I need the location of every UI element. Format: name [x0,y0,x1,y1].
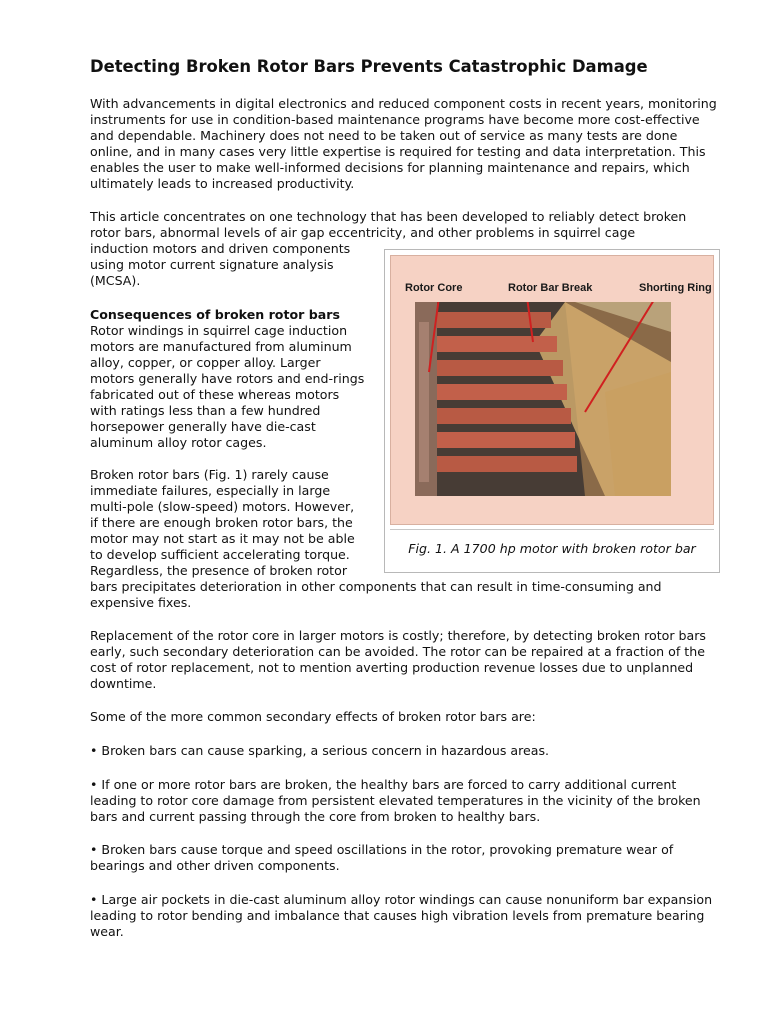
figure-image-panel [390,255,714,525]
scope-line: This article concentrates on one technology that has been developed to reliably detect broken [90,209,687,224]
broken-bars-line: Broken rotor bars (Fig. 1) rarely cause [90,467,329,482]
section-subheading: Consequences of broken rotor bars [90,307,340,322]
windings-line: alloy, copper, or copper alloy. Larger [90,355,321,370]
broken-bars-line: if there are enough broken rotor bars, the [90,515,353,530]
bullet-oscillations: • Broken bars cause torque and speed oscillations in the rotor, provoking premature wear of bearings and other driven components. [90,842,674,873]
windings-line: aluminum alloy rotor cages. [90,435,267,450]
intro-paragraph: With advancements in digital electronics and reduced component costs in recent years, monitoring instruments for use in condition-based maintenance programs have become more cost-effective and dependable. Machinery does not need to be taken out of service as many tests are done online, and in many cases very little expertise is required for testing and data interpretation. This enables the user to make well-informed decisions for planning maintenance and repairs, which ultimately leads to increased productivity. [90,96,717,191]
scope-line: using motor current signature analysis [90,257,334,272]
figure-caption-box [390,529,714,567]
broken-bars-line: Regardless, the presence of broken rotor [90,563,347,578]
windings-line: motors are manufactured from aluminum [90,339,352,354]
broken-bars-line: immediate failures, especially in large [90,483,331,498]
broken-bars-line: expensive fixes. [90,595,192,610]
article-title: Detecting Broken Rotor Bars Prevents Catastrophic Damage [90,57,648,76]
bullet-air-pockets: • Large air pockets in die-cast aluminum alloy rotor windings can cause nonuniform bar expansion leading to rotor bending and imbalance that causes high vibration levels from premature bearing wear. [90,892,713,939]
figure-1 [384,249,720,573]
scope-line: rotor bars, abnormal levels of air gap eccentricity, and other problems in squirrel cage [90,225,636,240]
windings-line: fabricated out of these whereas motors [90,387,340,402]
bullet-sparking: • Broken bars can cause sparking, a serious concern in hazardous areas. [90,743,550,758]
broken-bars-line: multi-pole (slow-speed) motors. However, [90,499,355,514]
scope-line: induction motors and driven components [90,241,351,256]
label-shorting-ring: Shorting Ring [639,282,712,294]
windings-line: Rotor windings in squirrel cage induction [90,323,348,338]
rotor-photo [415,302,671,496]
scope-line: (MCSA). [90,273,141,288]
rotor-windings-paragraph [90,323,386,451]
label-rotor-core: Rotor Core [405,282,463,294]
bullet-core-damage: • If one or more rotor bars are broken, the healthy bars are forced to carry additional current leading to rotor core damage from persistent elevated temperatures in the vicinity of the broken bars and current passing through the core from broken to healthy bars. [90,777,701,824]
windings-line: with ratings less than a few hundred [90,403,321,418]
windings-line: horsepower generally have die-cast [90,419,316,434]
figure-caption: Fig. 1. A 1700 hp motor with broken rotor bar [408,541,696,556]
broken-bars-line: to develop sufficient accelerating torque. [90,547,350,562]
broken-bars-line: bars precipitates deterioration in other components that can result in time-consuming and [90,579,662,594]
broken-bars-line: motor may not start as it may not be able [90,531,355,546]
windings-line: motors generally have rotors and end-rings [90,371,365,386]
effects-intro: Some of the more common secondary effects of broken rotor bars are: [90,709,536,724]
replacement-paragraph: Replacement of the rotor core in larger motors is costly; therefore, by detecting broken rotor bars early, such secondary deterioration can be avoided. The rotor can be repaired at a fraction of the cost of rotor replacement, not to mention averting production revenue losses due to unplanned downtime. [90,628,706,691]
label-rotor-bar-break: Rotor Bar Break [508,282,593,294]
